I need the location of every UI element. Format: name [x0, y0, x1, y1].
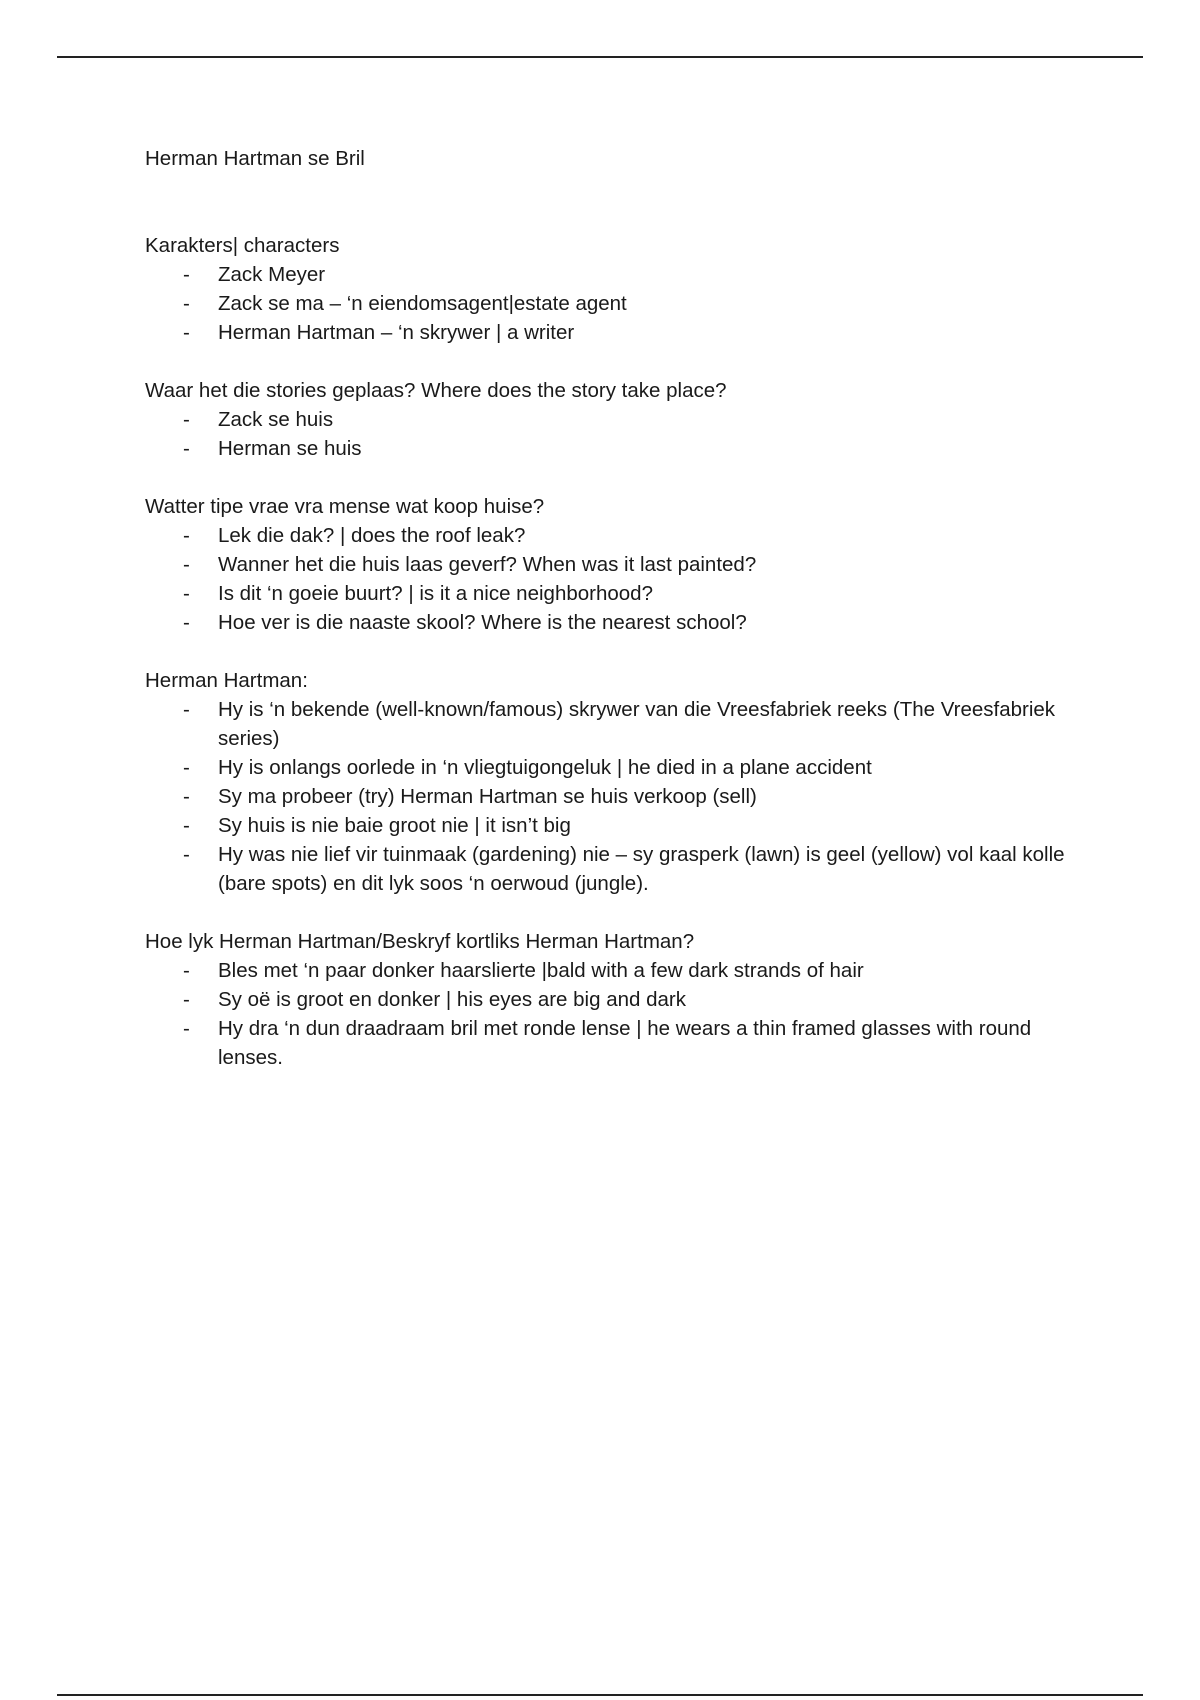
list-item	[145, 521, 1075, 550]
list-item	[145, 405, 1075, 434]
bullet-list	[145, 405, 1075, 463]
bullet-list	[145, 521, 1075, 637]
top-horizontal-rule	[57, 56, 1143, 58]
list-item-text: Zack se ma – ‘n eiendomsagent|estate agent	[218, 292, 627, 315]
dash-bullet: -	[183, 292, 190, 315]
bullet-list	[145, 260, 1075, 347]
list-item-text: Lek die dak? | does the roof leak?	[218, 524, 526, 547]
list-item	[145, 608, 1075, 637]
dash-bullet: -	[183, 814, 190, 837]
document-body	[145, 144, 1075, 1101]
bullet-list	[145, 695, 1075, 898]
list-item-text: Sy huis is nie baie groot nie | it isn’t big	[218, 814, 571, 837]
section-heading: Waar het die stories geplaas? Where does the story take place?	[145, 379, 727, 402]
list-item-text: Hy dra ‘n dun draadraam bril met ronde lense | he wears a thin framed glasses with round lenses.	[218, 1017, 1032, 1069]
dash-bullet: -	[183, 698, 190, 721]
list-item-text: Herman Hartman – ‘n skrywer | a writer	[218, 321, 575, 344]
dash-bullet: -	[183, 988, 190, 1011]
dash-bullet: -	[183, 437, 190, 460]
list-item	[145, 579, 1075, 608]
section-heading: Watter tipe vrae vra mense wat koop huise?	[145, 495, 545, 518]
dash-bullet: -	[183, 611, 190, 634]
bottom-horizontal-rule	[57, 1694, 1143, 1696]
list-item	[145, 289, 1075, 318]
list-item-text: Sy oë is groot en donker | his eyes are big and dark	[218, 988, 686, 1011]
list-item-text: Wanner het die huis laas geverf? When was it last painted?	[218, 553, 757, 576]
dash-bullet: -	[183, 524, 190, 547]
dash-bullet: -	[183, 785, 190, 808]
document-title: Herman Hartman se Bril	[145, 147, 365, 170]
list-item	[145, 1014, 1075, 1072]
section-appearance	[145, 927, 1075, 1072]
list-item-text: Bles met ‘n paar donker haarslierte |bald with a few dark strands of hair	[218, 959, 864, 982]
list-item	[145, 811, 1075, 840]
bullet-list	[145, 956, 1075, 1072]
section-herman-hartman	[145, 666, 1075, 898]
list-item	[145, 318, 1075, 347]
list-item-text: Sy ma probeer (try) Herman Hartman se huis verkoop (sell)	[218, 785, 757, 808]
list-item-text: Zack Meyer	[218, 263, 326, 286]
section-heading: Karakters| characters	[145, 234, 340, 257]
list-item	[145, 782, 1075, 811]
section-setting	[145, 376, 1075, 463]
dash-bullet: -	[183, 843, 190, 866]
list-item	[145, 434, 1075, 463]
list-item-text: Hy is onlangs oorlede in ‘n vliegtuigongeluk | he died in a plane accident	[218, 756, 872, 779]
list-item-text: Hy was nie lief vir tuinmaak (gardening) nie – sy grasperk (lawn) is geel (yellow) vol kaal kolle (bare spots) en dit lyk soos ‘n oerwoud (jungle).	[218, 843, 1065, 895]
list-item-text: Zack se huis	[218, 408, 334, 431]
list-item-text: Hoe ver is die naaste skool? Where is the nearest school?	[218, 611, 747, 634]
section-characters	[145, 231, 1075, 347]
section-heading: Herman Hartman:	[145, 669, 308, 692]
list-item-text: Is dit ‘n goeie buurt? | is it a nice neighborhood?	[218, 582, 653, 605]
dash-bullet: -	[183, 1017, 190, 1040]
dash-bullet: -	[183, 959, 190, 982]
dash-bullet: -	[183, 756, 190, 779]
list-item	[145, 753, 1075, 782]
list-item-text: Hy is ‘n bekende (well-known/famous) skrywer van die Vreesfabriek reeks (The Vreesfabriek series)	[218, 698, 1056, 750]
dash-bullet: -	[183, 553, 190, 576]
list-item	[145, 260, 1075, 289]
list-item	[145, 550, 1075, 579]
section-buyer-questions	[145, 492, 1075, 637]
dash-bullet: -	[183, 582, 190, 605]
section-heading: Hoe lyk Herman Hartman/Beskryf kortliks Herman Hartman?	[145, 930, 695, 953]
dash-bullet: -	[183, 263, 190, 286]
list-item	[145, 840, 1075, 898]
list-item-text: Herman se huis	[218, 437, 362, 460]
list-item	[145, 695, 1075, 753]
dash-bullet: -	[183, 408, 190, 431]
list-item	[145, 985, 1075, 1014]
list-item	[145, 956, 1075, 985]
dash-bullet: -	[183, 321, 190, 344]
